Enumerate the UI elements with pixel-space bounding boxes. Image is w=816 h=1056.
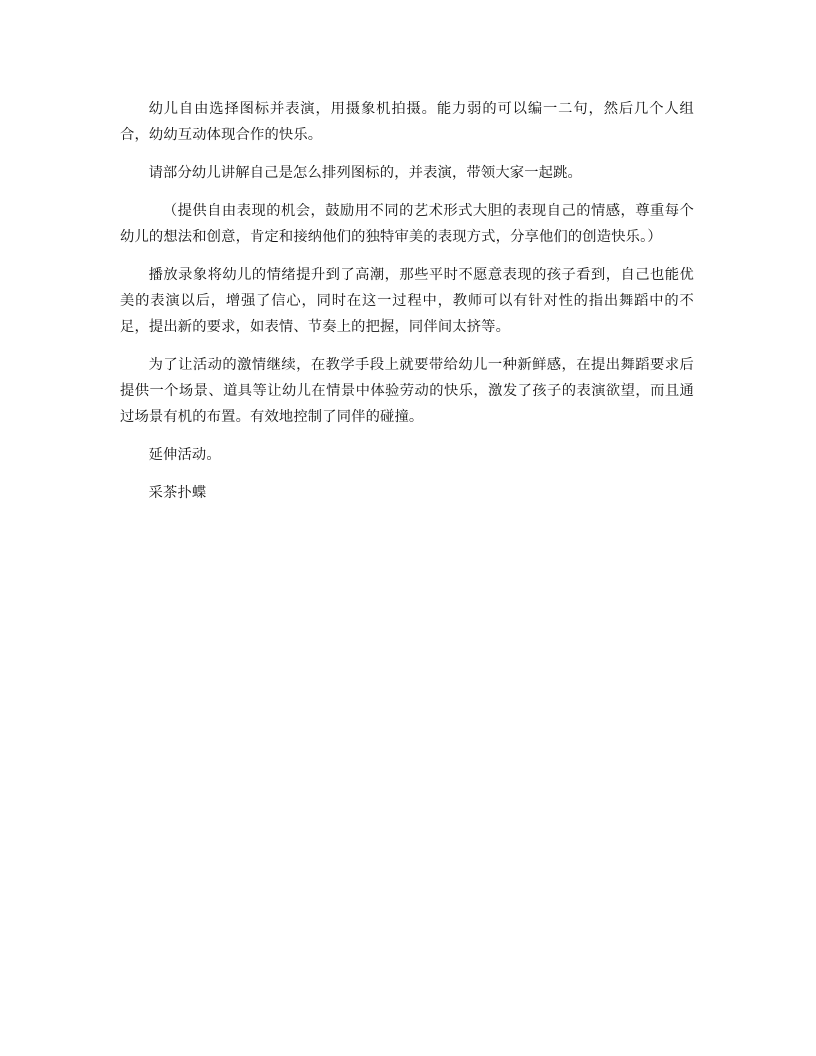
paragraph-explain-icons: 请部分幼儿讲解自己是怎么排列图标的，并表演，带领大家一起跳。 [148, 165, 582, 181]
document-body [120, 96, 694, 518]
paragraph-video-playback: 播放录象将幼儿的情绪提升到了高潮，那些平时不愿意表现的孩子看到，自己也能优美的表演以后，增强了信心，同时在这一过程中，教师可以有针对性的指出舞蹈中的不足，提出新的要求，如表情、节奏上的把握，同伴间太挤等。 [120, 267, 694, 335]
paragraph-free-performance: 幼儿自由选择图标并表演，用摄象机拍摄。能力弱的可以编一二句，然后几个人组合，幼幼互动体现合作的快乐。 [120, 101, 694, 143]
paragraph-tea-picking: 采茶扑蝶 [148, 485, 207, 501]
paragraph-extension-activity: 延伸活动。 [148, 447, 221, 463]
paragraph-teaching-note: （提供自由表现的机会，鼓励用不同的艺术形式大胆的表现自己的情感，尊重每个幼儿的想法和创意，肯定和接纳他们的独特审美的表现方式，分享他们的创造快乐。） [120, 203, 694, 245]
paragraph-scene-props: 为了让活动的激情继续，在教学手段上就要带给幼儿一种新鲜感，在提出舞蹈要求后提供一个场景、道具等让幼儿在情景中体验劳动的快乐，激发了孩子的表演欲望，而且通过场景有机的布置。有效地控制了同伴的碰撞。 [120, 357, 694, 425]
